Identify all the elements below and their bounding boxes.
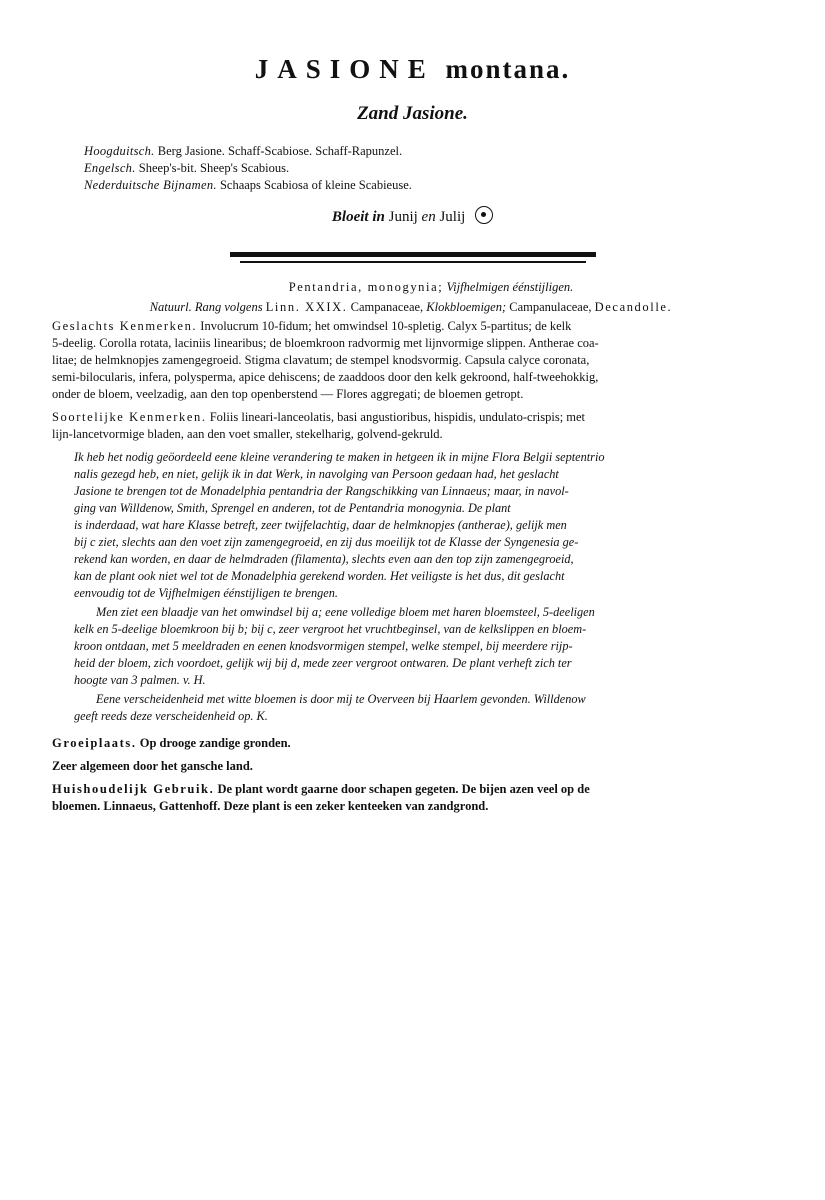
vernacular-row-german [84, 143, 644, 160]
lang-names: Berg Jasione. Schaff-Scabiose. Schaff-Rapunzel. [157, 144, 403, 158]
variety-paragraph: Eene verscheidenheid met witte bloemen is door mij te Overveen bij Haarlem gevonden. Willdenow geeft reeds deze verscheidenheid op. K. [74, 692, 586, 723]
page-subtitle: Zand Jasione. [357, 103, 468, 124]
title-genus: JASIONE [254, 54, 435, 84]
uses-paragraph: Huishoudelijk Gebruik. De plant wordt gaarne door schapen gegeten. De bijen azen veel op de bloemen. Linnaeus, Gattenhoff. Deze plant is een zeker kenteeken van zandgrond. [52, 782, 590, 813]
generic-characters: Geslachts Kenmerken. Involucrum 10-fidum; het omwindsel 10-spletig. Calyx 5-partitus; de kelk 5-deelig. Corolla rotata, laciniis linearibus; de bloemkroon radvormig met lijnvormige slippen. Antherae coa- litae; de helmknopjes zamengegroeid. Stigma clavatum; de stempel knodsvormig. Capsula calyce coronata, semi-bilocularis, infera, polysperma, apice dehiscens; de zaaddoos door den kelk gekroond, half-tweehokkig, onder de bloem, veelzadig, aan den top openberstend — Flores aggregati; de bloemen getropt. [52, 319, 599, 401]
bloom-in: in [372, 209, 385, 225]
frequency-line: Zeer algemeen door het gansche land. [52, 759, 253, 773]
divider-thin [240, 261, 586, 263]
remarks-paragraph: Ik heb het nodig geöordeeld eene kleine verandering te maken in hetgeen ik in mijne Flora Belgii septentrio nalis gezegd heb, en niet, gelijk ik in dat Werk, in navolging van Persoon gedaan had, het geslacht Jasione te brengen tot de Monadelphia pentandria der Rangschikking van Linnaeus; maar, in navol- ging van Willdenow, Smith, Sprengel en anderen, tot de Pentandria monogynia. De plant is inderdaad, wat hare Klasse betreft, zeer twijfelachtig, daar de helmknopjes (antherae), gelijk men bij c ziet, slechts aan den voet zijn zamengegroeid, en zij dus moeilijk tot de Klasse der Syngenesia ge- rekend kan worden, en daar de helmdraden (filamenta), slechts even aan den top zijn zamengegroeid, kan de plant ook niet wel tot de Monadelphia gerekend worden. Het veiligste is het dus, dit geslacht eenvoudig tot de Vijfhelmigen éénstijligen te brengen. [74, 450, 605, 600]
vernacular-names [84, 143, 644, 194]
lang-names: Sheep's-bit. Sheep's Scabious. [138, 161, 290, 175]
section-heading: Geslachts Kenmerken. [52, 319, 198, 333]
section-heading: Huishoudelijk Gebruik. [52, 782, 215, 796]
lang-label: Engelsch. [84, 161, 136, 175]
classification-line-1: Pentandria, monogynia; Vijfhelmigen éénstijligen. [288, 280, 574, 294]
annual-symbol-icon [475, 206, 493, 224]
lang-label: Nederduitsche Bijnamen. [84, 178, 217, 192]
figures-paragraph: Men ziet een blaadje van het omwindsel bij a; eene volledige bloem met haren bloemsteel, 5-deeligen kelk en 5-deelige bloemkroon bij b; bij c, zeer vergroot het vruchtbeginsel, van de kelkslippen en bloem- kroon ontdaan, met 5 meeldraden en eenen knodsvormigen stempel, welke stempel, bij meerdere rijp- heid der bloem, zich voordoet, gelijk wij bij d, mede zeer vergroot ontwaren. De plant verheft zich ter hoogte van 3 palmen. v. H. [74, 605, 595, 687]
vernacular-row-english [84, 160, 644, 177]
lang-label: Hoogduitsch. [84, 144, 155, 158]
classification-line-2: Natuurl. Rang volgens Linn. XXIX. Campanaceae, Klokbloemigen; Campanulaceae, Decandolle. [149, 300, 673, 314]
main-text [52, 279, 770, 815]
bloom-month-july: Julij [439, 209, 466, 225]
bloom-and: en [421, 209, 436, 225]
lang-names: Schaaps Scabiosa of kleine Scabieuse. [219, 178, 412, 192]
section-heading: Soortelijke Kenmerken. [52, 410, 207, 424]
bloom-period [0, 206, 825, 226]
page-title [0, 54, 825, 85]
habitat-line: Groeiplaats. Op drooge zandige gronden. [52, 736, 291, 750]
section-heading: Groeiplaats. [52, 736, 137, 750]
vernacular-row-dutch [84, 177, 644, 194]
divider-thick [230, 252, 596, 257]
title-species: montana. [445, 54, 571, 84]
specific-characters: Soortelijke Kenmerken. Foliis lineari-lanceolatis, basi angustioribus, hispidis, undulato-crispis; met lijn-lancetvormige bladen, aan den voet smaller, stekelharig, golvend-gekruld. [52, 410, 586, 441]
bloom-prefix: Bloeit [331, 209, 369, 225]
bloom-month-june: Junij [388, 209, 418, 225]
